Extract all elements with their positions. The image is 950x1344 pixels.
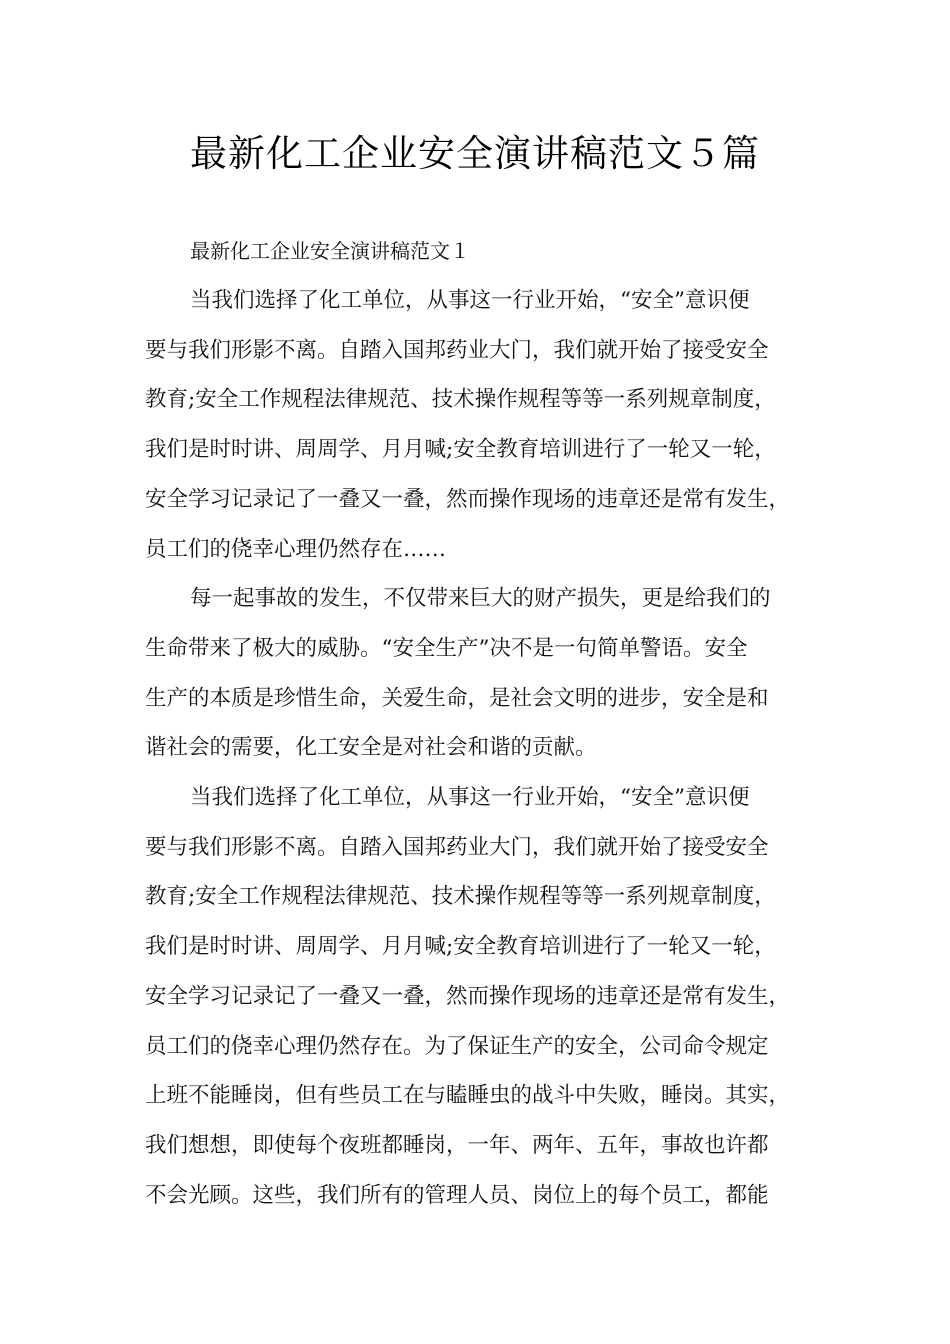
paragraph-line: 生产的本质是珍惜生命，关爱生命，是社会文明的进步，安全是和 — [145, 686, 769, 711]
paragraph-line: 上班不能睡岗，但有些员工在与瞌睡虫的战斗中失败，睡岗。其实， — [145, 1083, 791, 1108]
paragraph-line: 我们想想，即使每个夜班都睡岗，一年、两年、五年，事故也许都 — [145, 1133, 769, 1158]
section-heading: 最新化工企业安全演讲稿范文１ — [190, 239, 470, 263]
paragraph-line: 要与我们形影不离。自踏入国邦药业大门，我们就开始了接受安全 — [145, 835, 769, 860]
paragraph-line: 教育;安全工作规程法律规范、技术操作规程等等一系列规章制度， — [145, 884, 776, 909]
paragraph-line: 我们是时时讲、周周学、月月喊;安全教育培训进行了一轮又一轮， — [145, 437, 776, 462]
paragraph-line: 员工们的侥幸心理仍然存在。为了保证生产的安全，公司命令规定 — [145, 1034, 769, 1059]
paragraph-line: 谐社会的需要，化工安全是对社会和谐的贡献。 — [145, 735, 597, 760]
paragraph-line: 安全学习记录记了一叠又一叠，然而操作现场的违章还是常有发生， — [145, 487, 791, 512]
paragraph-line: 当我们选择了化工单位，从事这一行业开始，“安全”意识便 — [190, 288, 750, 313]
paragraph-line: 生命带来了极大的威胁。“安全生产”决不是一句简单警语。安全 — [145, 636, 748, 661]
paragraph-line: 我们是时时讲、周周学、月月喊;安全教育培训进行了一轮又一轮， — [145, 934, 776, 959]
paragraph-line: 每一起事故的发生，不仅带来巨大的财产损失，更是给我们的 — [190, 586, 771, 611]
document-title: 最新化工企业安全演讲稿范文５篇 — [190, 132, 760, 175]
paragraph-line: 员工们的侥幸心理仍然存在…… — [145, 537, 447, 562]
paragraph-line: 要与我们形影不离。自踏入国邦药业大门，我们就开始了接受安全 — [145, 338, 769, 363]
paragraph-line: 不会光顾。这些，我们所有的管理人员、岗位上的每个员工，都能 — [145, 1183, 769, 1208]
paragraph-line: 安全学习记录记了一叠又一叠，然而操作现场的违章还是常有发生， — [145, 984, 791, 1009]
paragraph-line: 当我们选择了化工单位，从事这一行业开始，“安全”意识便 — [190, 785, 750, 810]
paragraph-line: 教育;安全工作规程法律规范、技术操作规程等等一系列规章制度， — [145, 387, 776, 412]
